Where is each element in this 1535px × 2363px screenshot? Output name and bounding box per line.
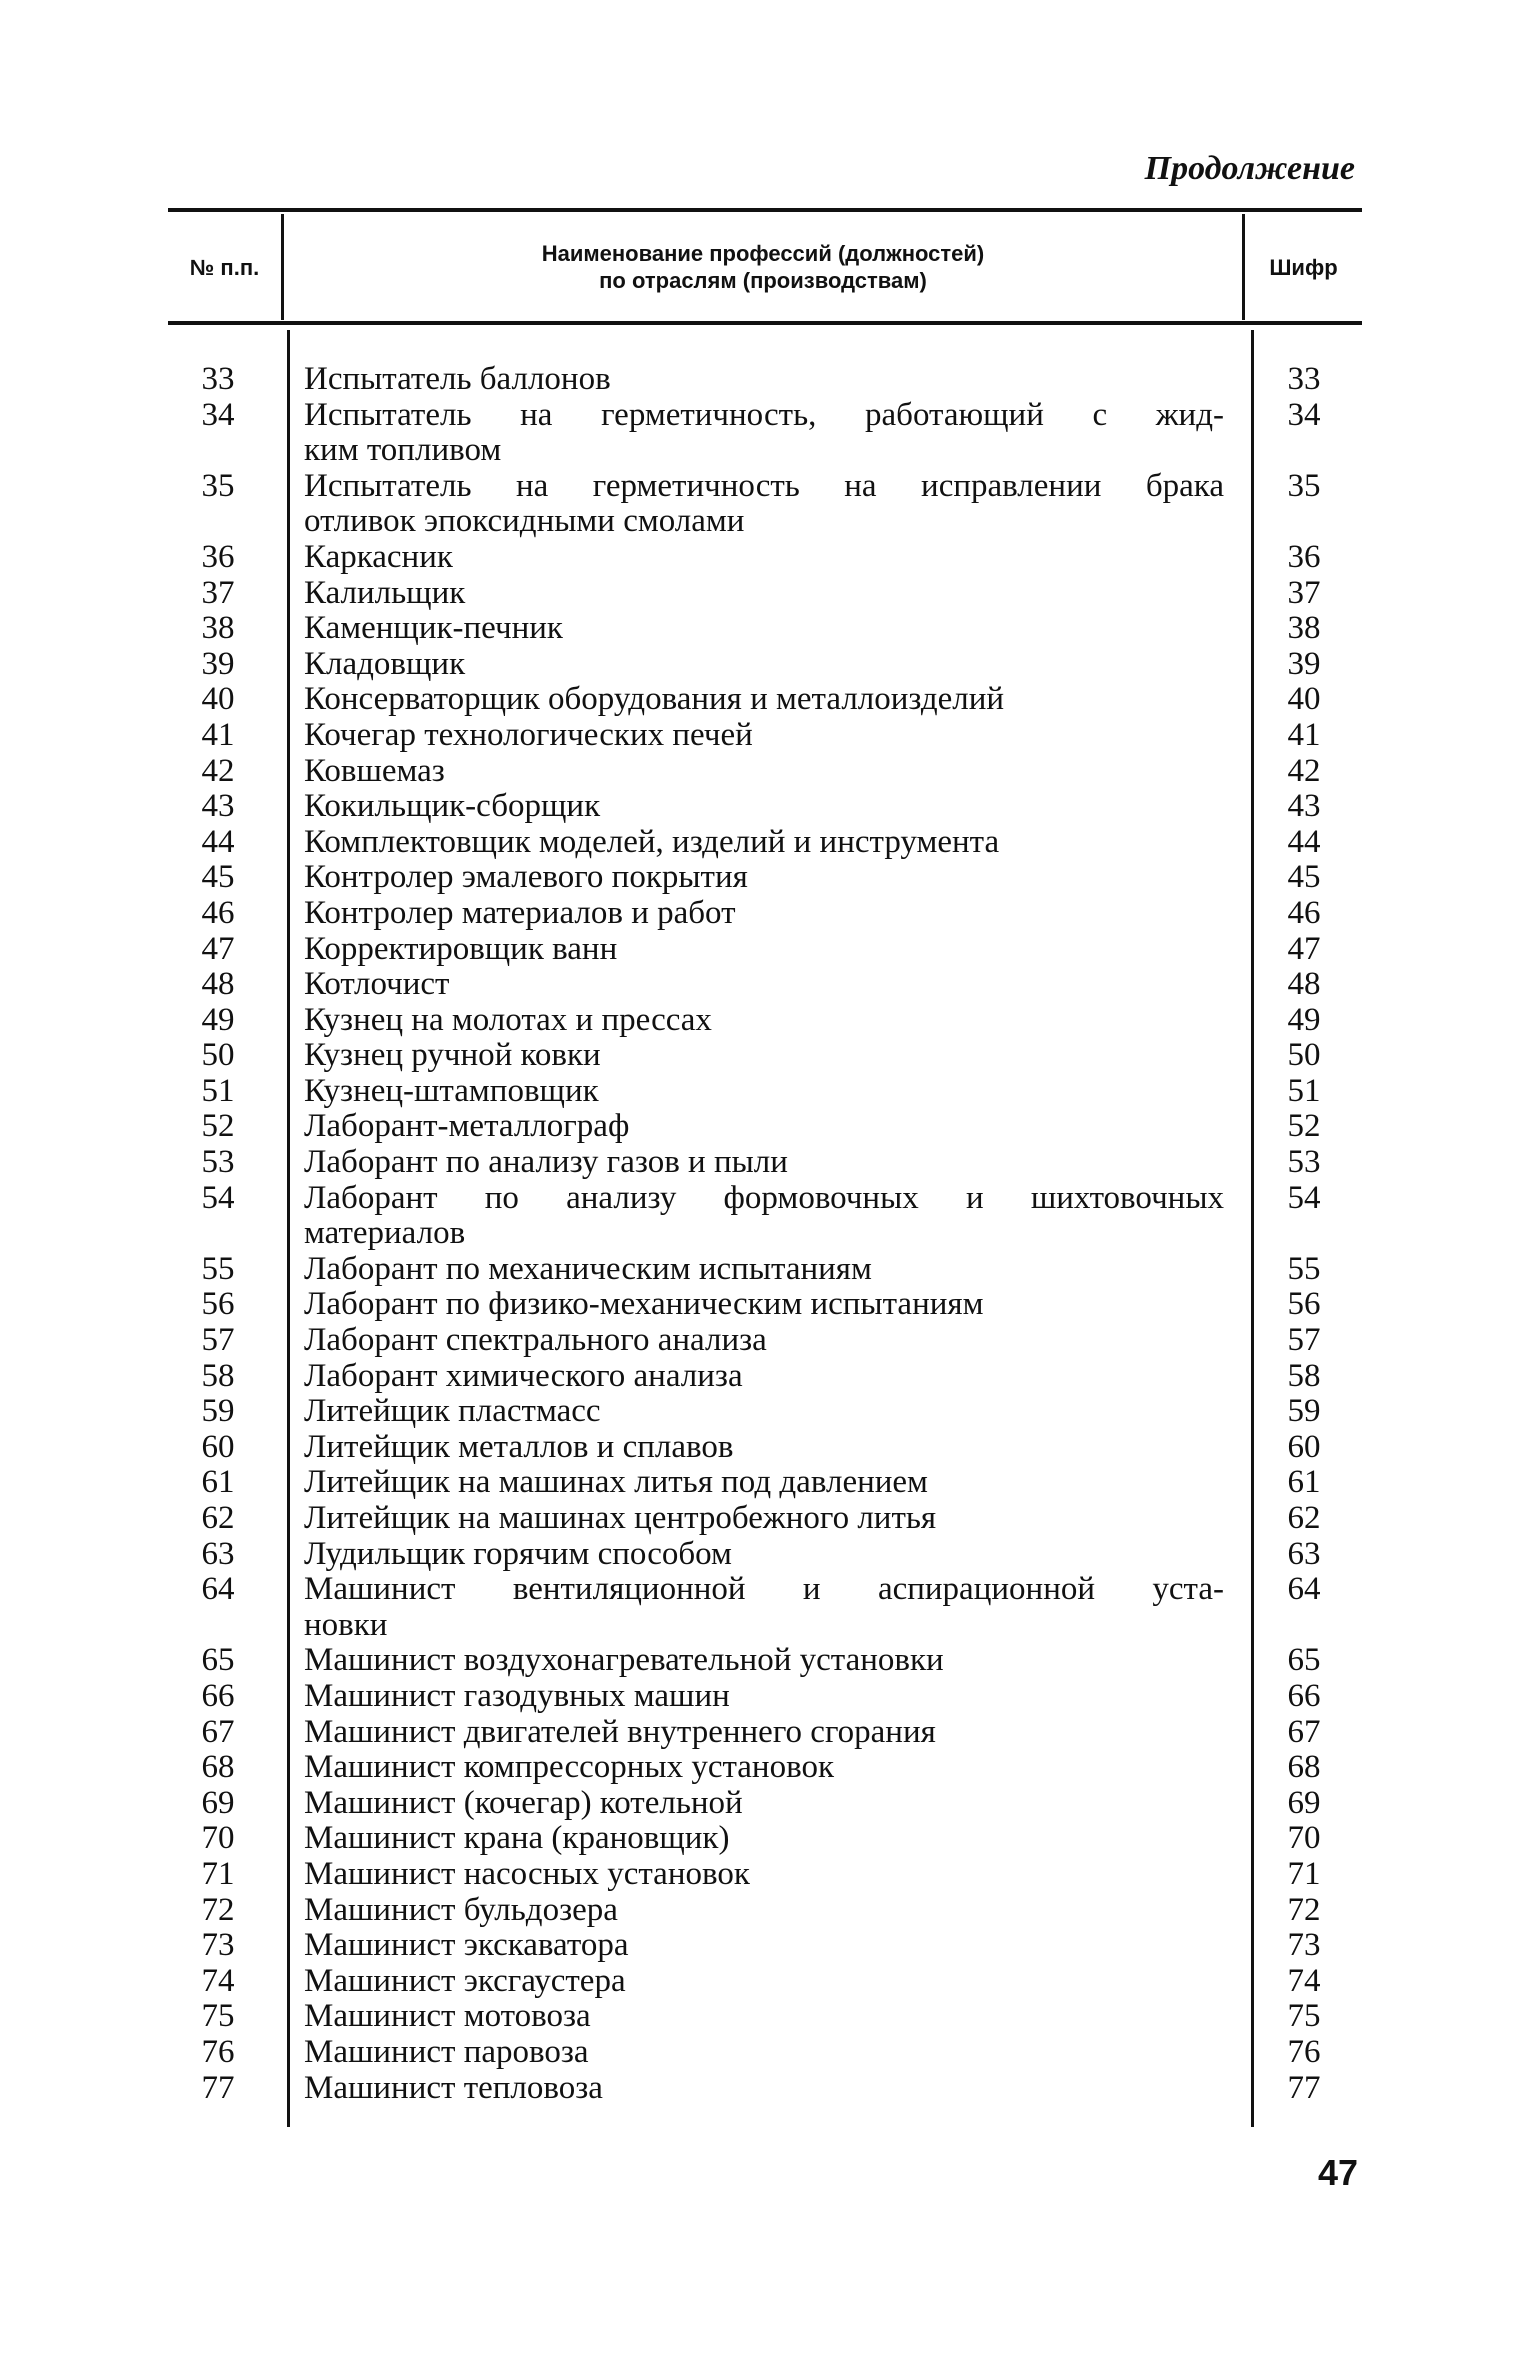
profession-name <box>304 2035 1224 2071</box>
profession-name <box>304 1465 1224 1501</box>
row-number: 52 <box>201 1108 235 1145</box>
table-row <box>168 1821 1362 1857</box>
profession-name-line: Испытатель на герметичность, работающий с жид- <box>304 396 1224 433</box>
profession-code: 60 <box>1287 1428 1321 1465</box>
profession-name <box>304 1821 1224 1857</box>
profession-code: 49 <box>1287 1001 1321 1038</box>
table-row <box>168 540 1362 576</box>
table-row <box>168 362 1362 398</box>
profession-name <box>304 1145 1224 1181</box>
profession-code: 50 <box>1287 1037 1321 1074</box>
profession-name-line: Машинист (кочегар) котельной <box>304 1784 743 1821</box>
profession-name-line: Кокильщик-сборщик <box>304 788 601 825</box>
row-number: 64 <box>201 1571 235 1608</box>
profession-code: 39 <box>1287 645 1321 682</box>
profession-code: 71 <box>1287 1855 1321 1892</box>
table-row <box>168 576 1362 612</box>
row-number: 33 <box>201 361 235 397</box>
profession-name-line: Испытатель баллонов <box>304 361 611 397</box>
profession-name <box>304 1572 1224 1643</box>
table-row <box>168 1038 1362 1074</box>
profession-name <box>304 576 1224 612</box>
row-number: 59 <box>201 1393 235 1430</box>
profession-name-line: Машинист воздухонагревательной установки <box>304 1642 944 1679</box>
profession-name <box>304 1003 1224 1039</box>
profession-name <box>304 1394 1224 1430</box>
table-row <box>168 469 1362 540</box>
row-number: 68 <box>201 1749 235 1786</box>
row-number: 76 <box>201 2033 235 2070</box>
row-number: 72 <box>201 1891 235 1928</box>
profession-code: 42 <box>1287 752 1321 789</box>
profession-name <box>304 611 1224 647</box>
table-body <box>168 362 1362 2106</box>
row-number: 50 <box>201 1037 235 1074</box>
row-number: 62 <box>201 1500 235 1536</box>
table-row <box>168 1109 1362 1145</box>
profession-name <box>304 1323 1224 1359</box>
profession-code: 45 <box>1287 859 1321 896</box>
profession-code: 74 <box>1287 1962 1321 1999</box>
profession-code: 52 <box>1287 1108 1321 1145</box>
profession-name <box>304 1750 1224 1786</box>
table-row <box>168 1145 1362 1181</box>
profession-name <box>304 718 1224 754</box>
table-row <box>168 1501 1362 1537</box>
row-number: 55 <box>201 1250 235 1287</box>
table-row <box>168 1999 1362 2035</box>
profession-code: 53 <box>1287 1144 1321 1181</box>
profession-name-line: Лаборант по физико-механическим испытаниям <box>304 1286 984 1323</box>
table-row <box>168 1964 1362 2000</box>
profession-name-line: Лаборант химического анализа <box>304 1357 743 1394</box>
header-code: Шифр <box>1269 254 1338 280</box>
header-name <box>284 212 1242 322</box>
profession-name-line: Литейщик на машинах центробежного литья <box>304 1500 937 1536</box>
row-number: 69 <box>201 1784 235 1821</box>
row-number: 36 <box>201 538 235 575</box>
table-row <box>168 398 1362 469</box>
row-number: 60 <box>201 1428 235 1465</box>
table-row <box>168 1893 1362 1929</box>
profession-code: 47 <box>1287 930 1321 967</box>
profession-code: 58 <box>1287 1357 1321 1394</box>
profession-name-line: Лаборант-металлограф <box>304 1108 630 1145</box>
table-row <box>168 825 1362 861</box>
profession-name-line: Машинист крана (крановщик) <box>304 1820 730 1857</box>
row-number: 58 <box>201 1357 235 1394</box>
profession-name-line: Машинист эксгаустера <box>304 1962 626 1999</box>
profession-name <box>304 1928 1224 1964</box>
row-number: 35 <box>201 467 235 504</box>
profession-code: 62 <box>1287 1500 1321 1536</box>
row-number: 34 <box>201 396 235 433</box>
profession-code: 56 <box>1287 1286 1321 1323</box>
profession-code: 76 <box>1287 2033 1321 2070</box>
profession-name <box>304 1430 1224 1466</box>
row-number: 42 <box>201 752 235 789</box>
profession-code: 48 <box>1287 966 1321 1003</box>
profession-name-line: Машинист газодувных машин <box>304 1677 730 1714</box>
row-number: 70 <box>201 1820 235 1857</box>
row-number: 51 <box>201 1072 235 1109</box>
row-number: 47 <box>201 930 235 967</box>
profession-name-line: Литейщик на машинах литья под давлением <box>304 1464 928 1501</box>
row-number: 63 <box>201 1535 235 1572</box>
row-number: 45 <box>201 859 235 896</box>
profession-code: 64 <box>1287 1571 1321 1608</box>
profession-name-line: ким топливом <box>304 432 502 469</box>
row-number: 74 <box>201 1962 235 1999</box>
profession-name-line: Машинист двигателей внутреннего сгорания <box>304 1713 936 1750</box>
table-row <box>168 1323 1362 1359</box>
table-row <box>168 789 1362 825</box>
table-row <box>168 1287 1362 1323</box>
profession-name <box>304 2071 1224 2107</box>
row-number: 39 <box>201 645 235 682</box>
profession-name <box>304 1537 1224 1573</box>
profession-name <box>304 1038 1224 1074</box>
profession-code: 57 <box>1287 1322 1321 1359</box>
profession-name-line: Машинист экскаватора <box>304 1927 629 1964</box>
profession-code: 40 <box>1287 681 1321 718</box>
profession-name <box>304 896 1224 932</box>
profession-code: 66 <box>1287 1677 1321 1714</box>
row-number: 66 <box>201 1677 235 1714</box>
header-name-line1: Наименование профессий (должностей) <box>541 241 985 266</box>
table-row <box>168 932 1362 968</box>
profession-name-line: Машинист мотовоза <box>304 1998 591 2035</box>
row-number: 77 <box>201 2069 235 2106</box>
profession-name <box>304 362 1224 398</box>
profession-code: 54 <box>1287 1179 1321 1216</box>
row-number: 37 <box>201 574 235 611</box>
profession-name-line: Лаборант спектрального анализа <box>304 1322 767 1359</box>
profession-code: 35 <box>1287 467 1321 504</box>
profession-code: 59 <box>1287 1393 1321 1430</box>
table-row <box>168 647 1362 683</box>
profession-name <box>304 1181 1224 1252</box>
profession-name-line: Кочегар технологических печей <box>304 716 753 753</box>
profession-code: 44 <box>1287 823 1321 860</box>
profession-name <box>304 398 1224 469</box>
table-row <box>168 682 1362 718</box>
profession-name-line: Калильщик <box>304 574 466 611</box>
row-number: 48 <box>201 966 235 1003</box>
profession-name <box>304 967 1224 1003</box>
row-number: 54 <box>201 1179 235 1216</box>
table-row <box>168 1537 1362 1573</box>
profession-name-line: Лаборант по анализу газов и пыли <box>304 1144 788 1181</box>
profession-name <box>304 1857 1224 1893</box>
row-number: 73 <box>201 1927 235 1964</box>
row-number: 53 <box>201 1144 235 1181</box>
table-row <box>168 2035 1362 2071</box>
table-row <box>168 1430 1362 1466</box>
table-row <box>168 1643 1362 1679</box>
row-number: 38 <box>201 610 235 647</box>
profession-code: 33 <box>1287 361 1321 397</box>
profession-name-line: Литейщик металлов и сплавов <box>304 1428 734 1465</box>
table-row <box>168 1359 1362 1395</box>
table-row <box>168 718 1362 754</box>
row-number: 67 <box>201 1713 235 1750</box>
profession-name <box>304 1715 1224 1751</box>
table-row <box>168 1715 1362 1751</box>
profession-code: 61 <box>1287 1464 1321 1501</box>
profession-name-line: Комплектовщик моделей, изделий и инструмента <box>304 823 1000 860</box>
row-number: 65 <box>201 1642 235 1679</box>
profession-name <box>304 1359 1224 1395</box>
profession-name-line: Кузнец на молотах и прессах <box>304 1001 712 1038</box>
profession-name <box>304 1893 1224 1929</box>
profession-name <box>304 754 1224 790</box>
row-number: 61 <box>201 1464 235 1501</box>
profession-code: 72 <box>1287 1891 1321 1928</box>
profession-code: 69 <box>1287 1784 1321 1821</box>
profession-code: 70 <box>1287 1820 1321 1857</box>
profession-name <box>304 540 1224 576</box>
profession-name <box>304 1964 1224 2000</box>
table-row <box>168 1394 1362 1430</box>
row-number: 49 <box>201 1001 235 1038</box>
profession-code: 37 <box>1287 574 1321 611</box>
profession-name-line: Кладовщик <box>304 645 466 682</box>
profession-name <box>304 1501 1224 1537</box>
profession-name <box>304 1679 1224 1715</box>
profession-name-line: Консерваторщик оборудования и металлоизделий <box>304 681 1005 718</box>
profession-name-line: Котлочист <box>304 966 450 1003</box>
profession-name-line: Лаборант по анализу формовочных и шихтовочных <box>304 1179 1224 1216</box>
profession-name <box>304 469 1224 540</box>
profession-name <box>304 825 1224 861</box>
profession-name-line: Каменщик-печник <box>304 610 563 647</box>
profession-name <box>304 1287 1224 1323</box>
profession-name <box>304 860 1224 896</box>
profession-name <box>304 682 1224 718</box>
profession-name-line: Машинист бульдозера <box>304 1891 618 1928</box>
profession-name <box>304 1786 1224 1822</box>
profession-name <box>304 789 1224 825</box>
profession-name <box>304 1999 1224 2035</box>
table-row <box>168 1074 1362 1110</box>
table-row <box>168 1928 1362 1964</box>
profession-code: 55 <box>1287 1250 1321 1287</box>
profession-code: 63 <box>1287 1535 1321 1572</box>
profession-name-line: Машинист паровоза <box>304 2033 589 2070</box>
profession-name-line: отливок эпоксидными смолами <box>304 503 745 540</box>
profession-code: 38 <box>1287 610 1321 647</box>
profession-code: 46 <box>1287 894 1321 931</box>
table-row <box>168 1857 1362 1893</box>
profession-name <box>304 1643 1224 1679</box>
profession-name-line: Контролер эмалевого покрытия <box>304 859 748 896</box>
profession-name-line: Ковшемаз <box>304 752 445 789</box>
profession-name <box>304 1252 1224 1288</box>
profession-code: 34 <box>1287 396 1321 433</box>
profession-name <box>304 647 1224 683</box>
row-number: 44 <box>201 823 235 860</box>
profession-name-line: Контролер материалов и работ <box>304 894 736 931</box>
profession-code: 67 <box>1287 1713 1321 1750</box>
page-number: 47 <box>1318 2152 1359 2193</box>
table-row <box>168 896 1362 932</box>
profession-code: 68 <box>1287 1749 1321 1786</box>
table-row <box>168 1252 1362 1288</box>
table-row <box>168 1572 1362 1643</box>
profession-name <box>304 1074 1224 1110</box>
table-row <box>168 1750 1362 1786</box>
row-number: 57 <box>201 1322 235 1359</box>
table-row <box>168 860 1362 896</box>
header-name-line2: по отраслям (производствам) <box>599 268 927 293</box>
table-row <box>168 1679 1362 1715</box>
profession-name-line: Машинист тепловоза <box>304 2069 603 2106</box>
profession-name-line: Машинист вентиляционной и аспирационной уста- <box>304 1571 1224 1608</box>
row-number: 40 <box>201 681 235 718</box>
profession-name-line: Каркасник <box>304 538 453 575</box>
table-row <box>168 967 1362 1003</box>
profession-name-line: Корректировщик ванн <box>304 930 618 967</box>
table-row <box>168 611 1362 647</box>
row-number: 41 <box>201 716 235 753</box>
profession-code: 43 <box>1287 788 1321 825</box>
profession-name-line: Кузнец-штамповщик <box>304 1072 599 1109</box>
profession-name-line: Испытатель на герметичность на исправлении брака <box>304 467 1224 504</box>
row-number: 71 <box>201 1855 235 1892</box>
profession-code: 36 <box>1287 538 1321 575</box>
profession-code: 51 <box>1287 1072 1321 1109</box>
row-number: 75 <box>201 1998 235 2035</box>
profession-code: 77 <box>1287 2069 1321 2106</box>
profession-name-line: материалов <box>304 1215 466 1252</box>
row-number: 43 <box>201 788 235 825</box>
profession-code: 41 <box>1287 716 1321 753</box>
profession-name-line: Кузнец ручной ковки <box>304 1037 601 1074</box>
profession-name-line: Машинист компрессорных установок <box>304 1749 834 1786</box>
continuation-label: Продолжение <box>1144 150 1355 187</box>
profession-name-line: Машинист насосных установок <box>304 1855 750 1892</box>
profession-name <box>304 932 1224 968</box>
table-row <box>168 1181 1362 1252</box>
table-row <box>168 754 1362 790</box>
profession-code: 73 <box>1287 1927 1321 1964</box>
profession-name <box>304 1109 1224 1145</box>
profession-name-line: Лудильщик горячим способом <box>304 1535 732 1572</box>
table-row <box>168 1465 1362 1501</box>
row-number: 56 <box>201 1286 235 1323</box>
table-row <box>168 1786 1362 1822</box>
profession-code: 65 <box>1287 1642 1321 1679</box>
profession-name-line: новки <box>304 1606 388 1643</box>
profession-code: 75 <box>1287 1998 1321 2035</box>
table-row <box>168 2071 1362 2107</box>
row-number: 46 <box>201 894 235 931</box>
profession-name-line: Лаборант по механическим испытаниям <box>304 1250 872 1287</box>
table-row <box>168 1003 1362 1039</box>
header-number: № п.п. <box>189 254 260 280</box>
profession-name-line: Литейщик пластмасс <box>304 1393 601 1430</box>
